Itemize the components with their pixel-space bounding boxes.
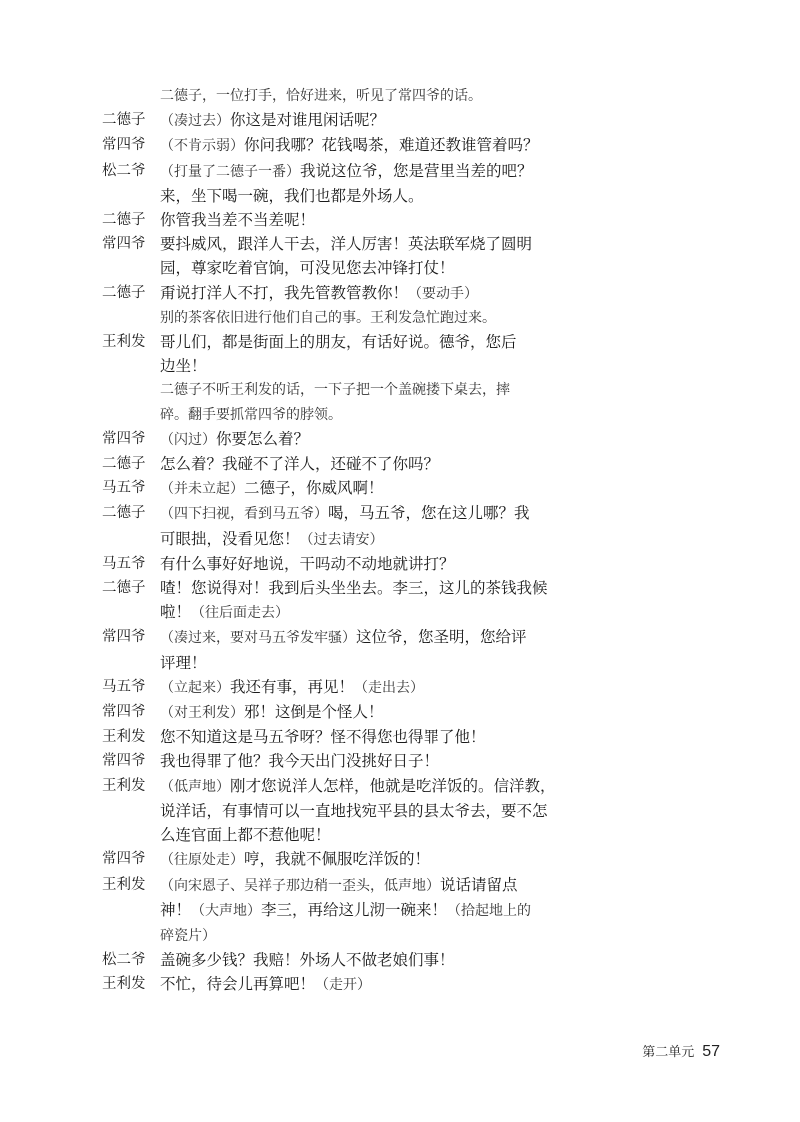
- stage-direction: （过去请安）: [299, 531, 384, 548]
- dialogue-continuation-line: [102, 799, 572, 823]
- stage-direction: （打量了二德子一番）: [160, 163, 300, 180]
- stage-direction: 碎。翻手要抓常四爷的脖领。: [160, 406, 342, 423]
- line-text: [160, 725, 572, 749]
- dialogue-line: [102, 159, 572, 184]
- line-text: [160, 774, 572, 799]
- stage-direction-line: [102, 378, 572, 402]
- stage-direction-line: [102, 306, 572, 330]
- line-text: [160, 84, 572, 108]
- line-text: [160, 476, 572, 501]
- spoken-text: 你这是对谁甩闲话呢？: [230, 111, 386, 130]
- line-text: [160, 232, 572, 256]
- stage-direction: （立起来）: [160, 679, 230, 696]
- spoken-text: 边坐！: [160, 357, 207, 376]
- line-text: [160, 501, 572, 526]
- dialogue-continuation-line: [102, 651, 572, 675]
- speaker-name: 王利发: [102, 729, 146, 746]
- dialogue-line: [102, 625, 572, 650]
- stage-direction-line: [102, 84, 572, 108]
- line-text: [160, 948, 572, 972]
- spoken-text: 甭说打洋人不打，我先管教管教你！: [160, 283, 409, 302]
- line-text: [160, 527, 572, 552]
- speaker-name: 常四爷: [102, 430, 146, 447]
- dialogue-continuation-line: [102, 184, 572, 208]
- line-text: [160, 847, 572, 872]
- dialogue-line: [102, 427, 572, 452]
- dialogue-line: [102, 774, 572, 799]
- spoken-text: 啦！: [160, 603, 192, 622]
- line-text: [160, 552, 572, 576]
- speaker-name: 马五爷: [102, 678, 146, 695]
- stage-direction: （不肯示弱）: [160, 138, 244, 155]
- line-text: [160, 823, 572, 847]
- stage-direction: （走出去）: [354, 679, 425, 696]
- speaker-name: 常四爷: [102, 704, 146, 721]
- line-text: [160, 330, 572, 354]
- speaker-name: 二德子: [102, 580, 146, 597]
- spoken-text: 盖碗多少钱？我赔！外场人不做老娘们事！: [160, 951, 455, 970]
- line-text: [160, 576, 572, 600]
- spoken-text: 要抖威风，跟洋人干去，洋人厉害！英法联军烧了圆明: [160, 235, 533, 254]
- spoken-text: 李三，再给这儿沏一碗来！: [261, 900, 448, 919]
- spoken-text: 我也得罪了他？我今天出门没挑好日子！: [160, 752, 440, 771]
- stage-direction: （凑过去）: [160, 113, 230, 130]
- line-text: [160, 873, 572, 898]
- line-text: [160, 651, 572, 675]
- spoken-text: 二德子，你威风啊！: [244, 479, 384, 498]
- spoken-text: 我还有事，再见！: [230, 677, 355, 696]
- speaker-name: 二德子: [102, 505, 146, 522]
- stage-direction: （走开）: [315, 977, 372, 994]
- line-text: [160, 184, 572, 208]
- spoken-text: 可眼拙，没看见您！: [160, 529, 300, 548]
- speaker-name: 马五爷: [102, 555, 146, 572]
- stage-direction: 二德子，一位打手，恰好进来，听见了常四爷的话。: [160, 88, 482, 104]
- speaker-name: 王利发: [102, 976, 146, 993]
- speaker-name: 松二爷: [102, 162, 146, 179]
- spoken-text: 来，坐下喝一碗，我们也都是外场人。: [160, 186, 424, 205]
- spoken-text: 你要怎么着？: [216, 429, 310, 448]
- line-text: [160, 306, 572, 330]
- dialogue-continuation-line: [102, 923, 572, 948]
- stage-direction: （四下扫视，看到马五爷）: [160, 506, 328, 523]
- line-text: [160, 923, 572, 948]
- line-text: [160, 749, 572, 773]
- stage-direction: （低声地）: [160, 778, 230, 795]
- dialogue-line: [102, 725, 572, 749]
- line-text: [160, 600, 572, 625]
- dialogue-line: [102, 972, 572, 997]
- stage-direction: （闪过）: [160, 431, 216, 448]
- speaker-name: 马五爷: [102, 480, 146, 497]
- stage-direction: （拾起地上的: [447, 902, 532, 919]
- speaker-name: 二德子: [102, 456, 146, 473]
- line-text: [160, 898, 572, 923]
- speaker-name: 常四爷: [102, 629, 146, 646]
- speaker-name: 二德子: [102, 284, 146, 301]
- dialogue-line: [102, 552, 572, 576]
- stage-direction: （要动手）: [408, 285, 479, 302]
- spoken-text: 园，尊家吃着官饷，可没见您去冲锋打仗！: [160, 259, 455, 278]
- speaker-name: 王利发: [102, 876, 146, 893]
- line-text: [160, 108, 572, 133]
- line-text: [160, 625, 572, 650]
- dialogue-line: [102, 232, 572, 256]
- unit-label: 第二单元: [642, 1045, 695, 1060]
- line-text: [160, 427, 572, 452]
- line-text: [160, 700, 572, 725]
- dialogue-continuation-line: [102, 898, 572, 923]
- line-text: [160, 208, 572, 232]
- spoken-text: 哼，我就不佩服吃洋饭的！: [244, 850, 431, 869]
- spoken-text: 邪！这倒是个怪人！: [244, 703, 384, 722]
- speaker-name: 常四爷: [102, 137, 146, 154]
- stage-direction: （向宋恩子、吴祥子那边稍一歪头，低声地）: [160, 877, 440, 894]
- dialogue-line: [102, 330, 572, 354]
- dialogue-line: [102, 576, 572, 600]
- spoken-text: 么连官面上都不惹他呢！: [160, 826, 331, 845]
- dialogue-continuation-line: [102, 823, 572, 847]
- dialogue-line: [102, 847, 572, 872]
- line-text: [160, 354, 572, 378]
- spoken-text: 刚才您说洋人怎样，他就是吃洋饭的。信洋教，: [230, 776, 556, 795]
- spoken-text: 你问我哪？花钱喝茶，难道还教谁管着吗？: [244, 136, 539, 155]
- dialogue-continuation-line: [102, 256, 572, 280]
- speaker-name: 松二爷: [102, 952, 146, 969]
- spoken-text: 这位爷，您圣明，您给评: [356, 628, 527, 647]
- dialogue-line: [102, 948, 572, 972]
- spoken-text: 说话请留点: [440, 875, 518, 894]
- spoken-text: 神！: [160, 900, 192, 919]
- line-text: [160, 799, 572, 823]
- dialogue-line: [102, 675, 572, 700]
- line-text: [160, 159, 572, 184]
- stage-direction: （大声地）: [191, 902, 262, 919]
- dialogue-line: [102, 208, 572, 232]
- speaker-name: 常四爷: [102, 236, 146, 253]
- stage-direction-line: [102, 403, 572, 427]
- spoken-text: 评理！: [160, 653, 207, 672]
- speaker-name: 王利发: [102, 334, 146, 351]
- stage-direction: （并未立起）: [160, 481, 244, 498]
- dialogue-line: [102, 281, 572, 306]
- page-number: 57: [702, 1043, 720, 1060]
- dialogue-line: [102, 476, 572, 501]
- dialogue-line: [102, 501, 572, 526]
- dialogue-line: [102, 452, 572, 476]
- spoken-text: 你管我当差不当差呢！: [160, 211, 316, 230]
- script-body: [102, 84, 572, 998]
- stage-direction: （往后面走去）: [191, 605, 290, 622]
- spoken-text: 不忙，待会儿再算吧！: [160, 975, 316, 994]
- speaker-name: 王利发: [102, 777, 146, 794]
- line-text: [160, 133, 572, 158]
- spoken-text: 喝，马五爷，您在这儿哪？我: [328, 504, 530, 523]
- stage-direction: 碎瓷片）: [160, 927, 216, 944]
- dialogue-continuation-line: [102, 600, 572, 625]
- dialogue-continuation-line: [102, 527, 572, 552]
- page-footer: [620, 1041, 720, 1061]
- dialogue-line: [102, 700, 572, 725]
- dialogue-line: [102, 873, 572, 898]
- line-text: [160, 452, 572, 476]
- line-text: [160, 378, 572, 402]
- line-text: [160, 972, 572, 997]
- line-text: [160, 281, 572, 306]
- dialogue-line: [102, 133, 572, 158]
- stage-direction: （往原处走）: [160, 852, 244, 869]
- speaker-name: 常四爷: [102, 851, 146, 868]
- spoken-text: 您不知道这是马五爷呀？怪不得您也得罪了他！: [160, 728, 486, 747]
- stage-direction: 别的茶客依旧进行他们自己的事。王利发急忙跑过来。: [160, 309, 496, 326]
- speaker-name: 二德子: [102, 212, 146, 229]
- spoken-text: 说洋话，有事情可以一直地找宛平县的县太爷去，要不怎: [160, 801, 548, 820]
- stage-direction: （对王利发）: [160, 705, 244, 722]
- dialogue-line: [102, 108, 572, 133]
- speaker-name: 常四爷: [102, 753, 146, 770]
- line-text: [160, 256, 572, 280]
- line-text: [160, 403, 572, 427]
- dialogue-line: [102, 749, 572, 773]
- dialogue-continuation-line: [102, 354, 572, 378]
- line-text: [160, 675, 572, 700]
- spoken-text: 我说这位爷，您是营里当差的吧？: [300, 161, 533, 180]
- spoken-text: 有什么事好好地说，干吗动不动地就讲打？: [160, 554, 455, 573]
- spoken-text: 喳！您说得对！我到后头坐坐去。李三，这儿的茶钱我候: [160, 579, 548, 598]
- speaker-name: 二德子: [102, 112, 146, 129]
- stage-direction: （凑过来，要对马五爷发牢骚）: [160, 630, 356, 647]
- spoken-text: 怎么着？我碰不了洋人，还碰不了你吗？: [160, 455, 440, 474]
- spoken-text: 哥儿们，都是街面上的朋友，有话好说。德爷，您后: [160, 333, 517, 352]
- stage-direction: 二德子不听王利发的话，一下子把一个盖碗搂下桌去，摔: [160, 382, 510, 399]
